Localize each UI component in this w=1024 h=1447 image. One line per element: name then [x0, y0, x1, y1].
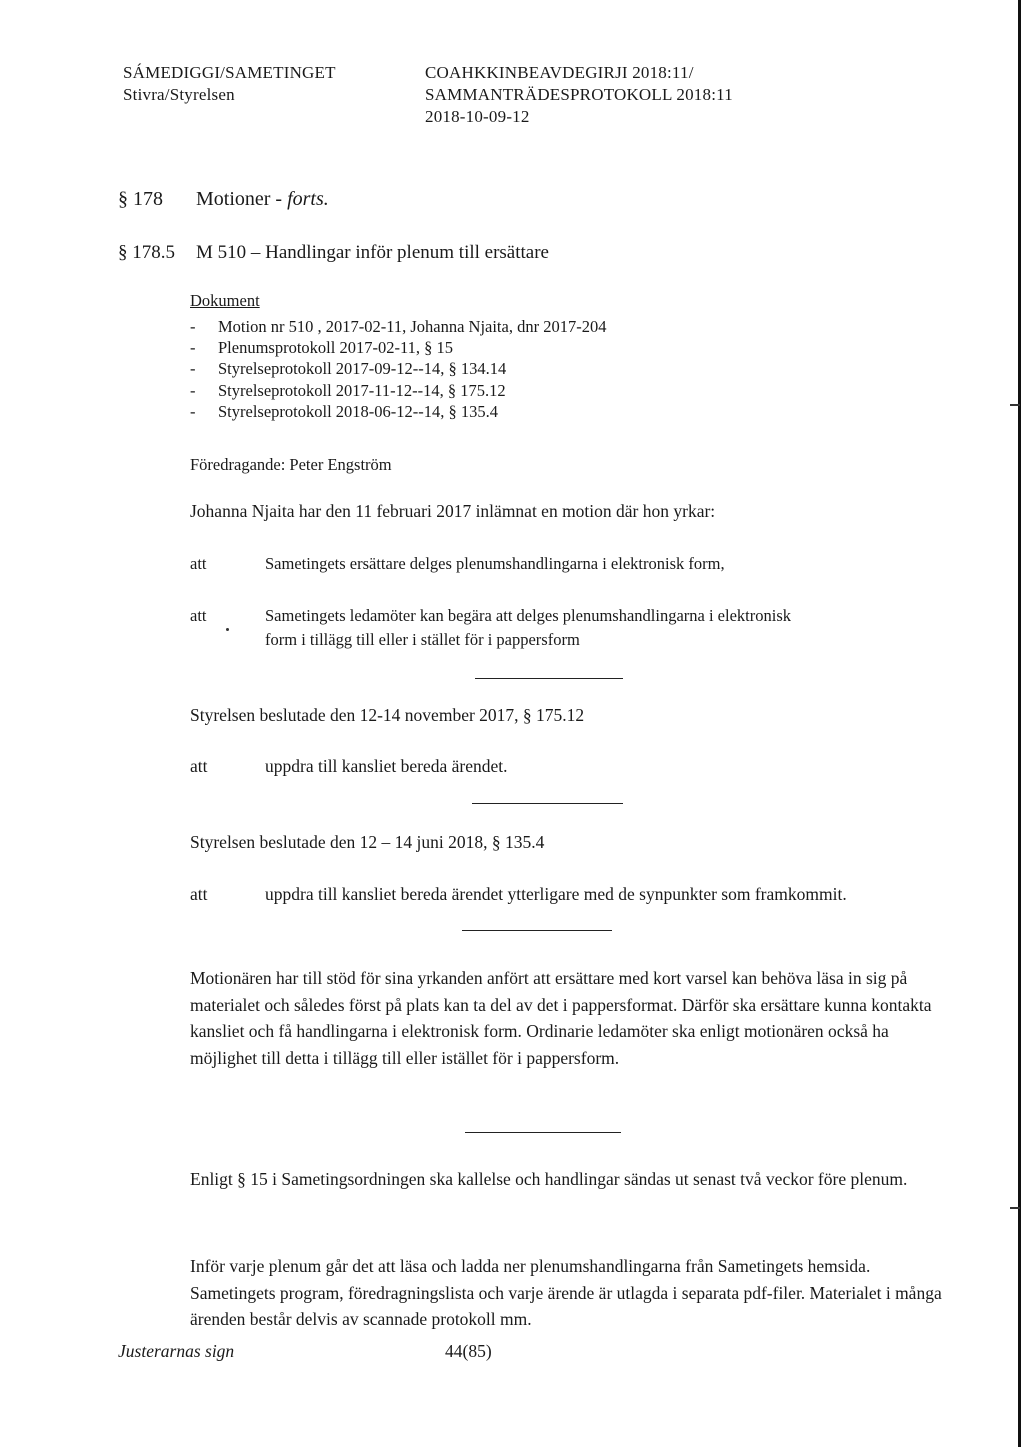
document-item: [190, 337, 606, 358]
stray-mark: [226, 628, 229, 631]
page-number: 44(85): [445, 1341, 492, 1361]
protocol-subtitle: SAMMANTRÄDESPROTOKOLL 2018:11: [425, 85, 733, 104]
subsection-title: M 510 – Handlingar inför plenum till ersättare: [196, 242, 549, 263]
protocol-date: 2018-10-09-12: [425, 107, 530, 126]
decision-2: Styrelsen beslutade den 12 – 14 juni 2018, § 135.4: [190, 832, 545, 852]
org-name: SÁMEDIGGI/SAMETINGET: [123, 63, 336, 82]
separator-rule: [475, 678, 623, 679]
section-title-continued: forts.: [287, 188, 329, 210]
documents-heading: Dokument: [190, 291, 260, 310]
presenter: Föredragande: Peter Engström: [190, 455, 392, 474]
paragraph-website: Inför varje plenum går det att läsa och ladda ner plenumshandlingarna från Sametingets hemsida. Sametingets program, föredragningslista och varje ärende är utlagda i separata pdf-filer. Materialet i många ärenden består delvis av scannade protokoll mm.: [190, 1256, 942, 1330]
claim-text-2-line1: Sametingets ledamöter kan begära att delges plenumshandlingarna i elektronisk: [265, 606, 792, 625]
bullet-dash: -: [190, 380, 196, 400]
decision-2-att: att: [190, 884, 208, 904]
separator-rule: [472, 803, 623, 804]
bullet-dash: -: [190, 359, 196, 379]
section-title: [196, 188, 329, 211]
bullet-dash: -: [190, 317, 196, 336]
claim-text-1: Sametingets ersättare delges plenumshandlingarna i elektronisk form,: [265, 554, 725, 573]
document-item: [190, 380, 606, 401]
document-item: [190, 401, 606, 422]
claim-att-2: att: [190, 606, 207, 625]
bullet-dash: -: [190, 338, 196, 358]
claim-text-2-line2: form i tillägg till eller i stället för i pappersform: [265, 630, 580, 649]
scan-edge-tick: [1010, 404, 1020, 406]
section-number: § 178: [118, 188, 163, 210]
bullet-dash: -: [190, 401, 196, 421]
decision-2-action: uppdra till kansliet bereda ärendet ytterligare med de synpunkter som framkommit.: [265, 884, 847, 904]
paragraph-rationale: Motionären har till stöd för sina yrkanden anfört att ersättare med kort varsel kan behöva läsa in sig på materialet och således först på plats kan ta del av det i pappersformat. Därför ska ersättare kunna kontakta kansliet och få handlingarna i elektronisk form. Ordinarie ledamöter ska enligt motionären också ha möjlighet till detta i tillägg till eller istället för i pappersform.: [190, 968, 932, 1068]
document-item: [190, 316, 606, 337]
section-title-main: Motioner -: [196, 188, 288, 210]
motion-intro: Johanna Njaita har den 11 februari 2017 inlämnat en motion där hon yrkar:: [190, 501, 716, 521]
documents-list: [190, 316, 606, 422]
protocol-title: COAHKKINBEAVDEGIRJI 2018:11/: [425, 63, 694, 82]
document-text: Plenumsprotokoll 2017-02-11, § 15: [218, 338, 453, 358]
decision-1-att: att: [190, 756, 208, 776]
subsection-number: § 178.5: [118, 242, 175, 263]
separator-rule: [465, 1132, 621, 1133]
paragraph-rules: Enligt § 15 i Sametingsordningen ska kallelse och handlingar sändas ut senast två veckor före plenum.: [190, 1169, 908, 1189]
org-subname: Stivra/Styrelsen: [123, 85, 235, 104]
scan-edge: [1018, 0, 1021, 1447]
claim-att-1: att: [190, 554, 207, 573]
decision-1-action: uppdra till kansliet bereda ärendet.: [265, 756, 508, 776]
decision-1: Styrelsen beslutade den 12-14 november 2017, § 175.12: [190, 705, 585, 725]
document-text: Styrelseprotokoll 2017-09-12--14, § 134.14: [218, 359, 507, 379]
scan-edge-tick: [1010, 1207, 1020, 1209]
document-text: Styrelseprotokoll 2017-11-12--14, § 175.12: [218, 380, 506, 400]
document-item: [190, 358, 606, 379]
document-text: Styrelseprotokoll 2018-06-12--14, § 135.4: [218, 401, 499, 421]
separator-rule: [462, 930, 612, 931]
signature-label: Justerarnas sign: [118, 1341, 235, 1361]
document-text: Motion nr 510 , 2017-02-11, Johanna Njaita, dnr 2017-204: [218, 317, 607, 336]
